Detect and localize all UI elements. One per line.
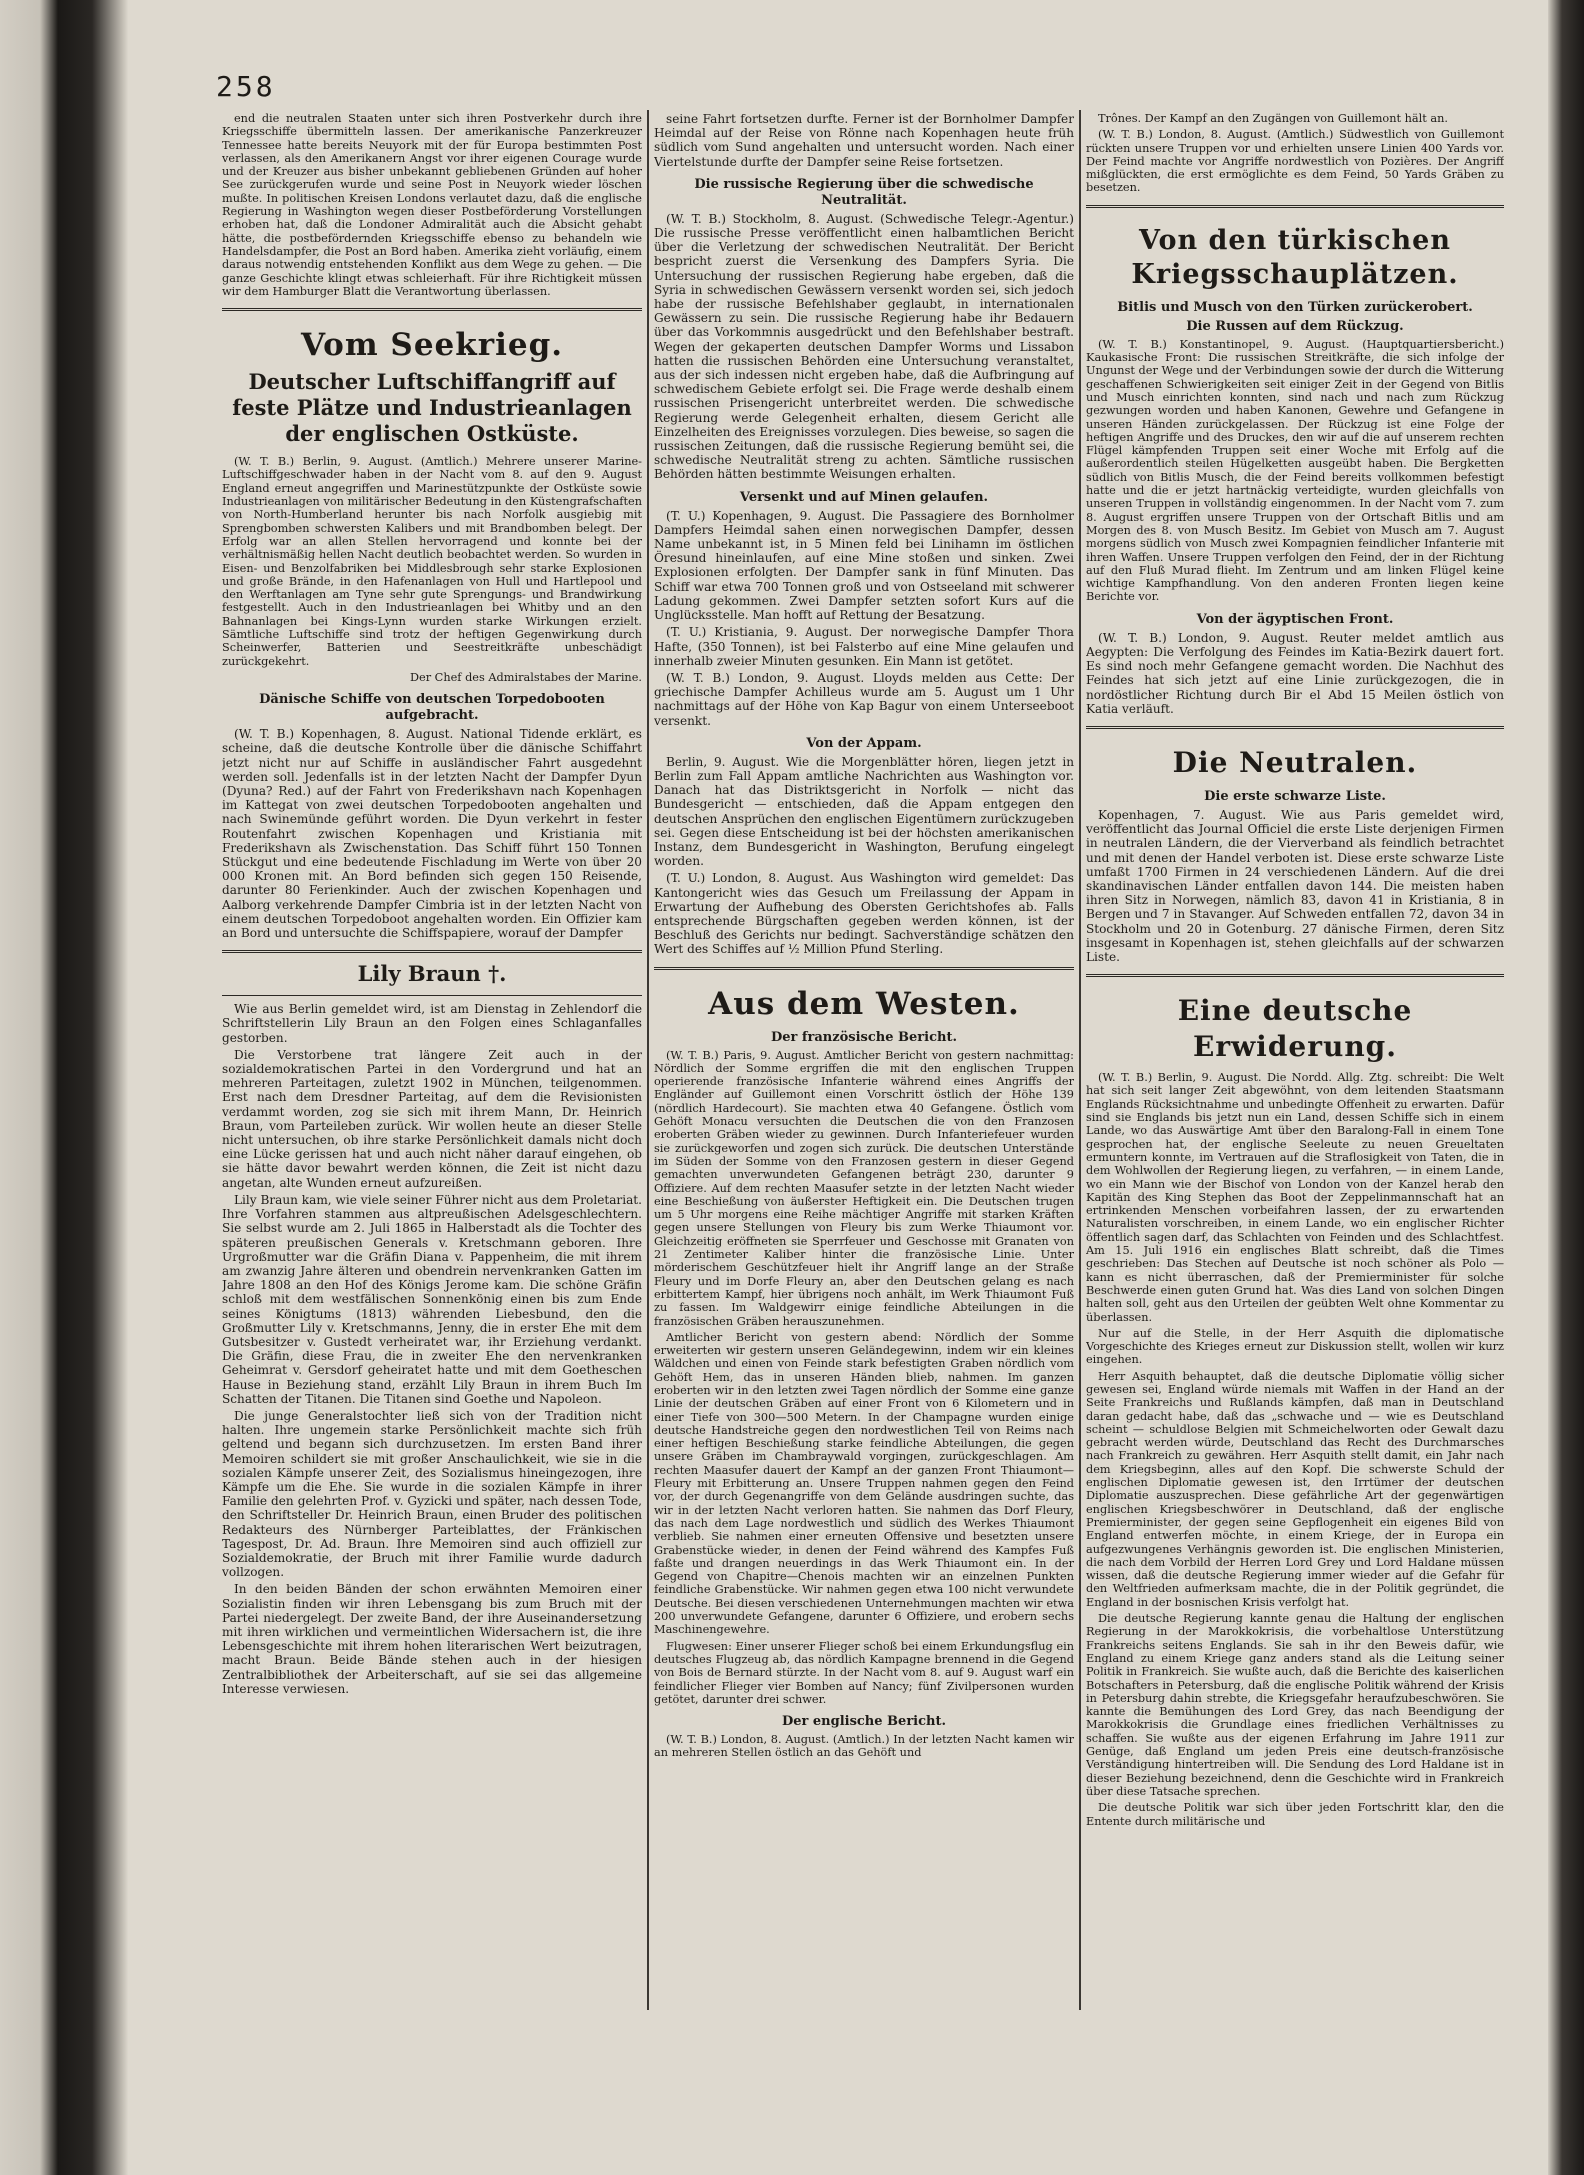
article-paragraph: (W. T. B.) Paris, 9. August. Amtlicher Bericht von gestern nachmittag: Nördlich der Somme ergriffen die mit den englischen Truppen operierende französische Infanterie während eines Angriffs der Engländer auf Guillemont einen Vorschritt östlich der Höhe 139 (nördlich Hardecourt). Sie machten etwa 40 Gefangene. Östlich vom Gehöft Monacu versuchten die Deutschen die von den Franzosen eroberten Gräben wieder zu gewinnen. Durch Infanteriefeuer wurden sie zurückgeworfen und zogen sich zurück. Die deutschen Unterstände im Süden der Somme von den Franzosen gestern in dieser Gegend gemachten unverwundeten Gefangenen beträgt 230, darunter 9 Offiziere. Auf dem rechten Maasufer setzte in der letzten Nacht wieder eine Beschießung von äußerster Heftigkeit ein. Die Deutschen trugen um 5 Uhr morgens eine Reihe mächtiger Angriffe mit starken Kräften gegen unsere Stellungen von Fleury bis zum Werke Thiaumont vor. Gleichzeitig eröffneten sie Sperrfeuer und Geschosse mit Granaten von 21 Zentimeter Kaliber hinter die französische Linie. Unter mörderischem Geschützfeuer hielt ihr Angriff lange an der Straße Fleury und im Dorfe Fleury an, aber den Deutschen gelang es nach erbittertem Kampf, hier übrigens noch anhält, im Werk Thiaumont Fuß zu fassen. Im Waldgewirr einige feindliche Abteilungen in die französischen Gräben herauszunehmen.: [654, 1048, 1074, 1328]
article-paragraph: seine Fahrt fortsetzen durfte. Ferner ist der Bornholmer Dampfer Heimdal auf der Reise von Rönne nach Kopenhagen heute früh südlich vom Sund angehalten und untersucht worden. Nach einer Viertelstunde durfte der Dampfer seine Reise fortsetzen.: [654, 112, 1074, 169]
article-subheading: Bitlis und Musch von den Türken zurückerobert.: [1117, 299, 1473, 315]
article-paragraph: (W. T. B.) Konstantinopel, 9. August. (Hauptquartiersbericht.) Kaukasische Front: Die russischen Streitkräfte, die sich infolge der Ungunst der Wege und der Verbindungen sowie der durch die Witterung geschaffenen Schwierigkeiten seit einiger Zeit in der Gegend von Bitlis und Musch einrichten konnten, sind nach und nach zum Rückzug gezwungen worden und haben Kanonen, Gewehre und Gefangene in unseren Händen zurückgelassen. Der Rückzug ist eine Folge der heftigen Angriffe und des Druckes, den wir auf die auf unserem rechten Flügel kämpfenden Truppen seit einer Woche mit Erfolg auf die außerordentlich steilen Hügelketten ausgeübt haben. Die Bergketten südlich von Bitlis Musch, die der Feind bereits vollkommen befestigt hatte und die er jetzt hartnäckig verteidigte, wurden gleichfalls von unseren Truppen in vollständig eingenommen. In der Nacht vom 7. zum 8. August ergriffen unsere Truppen von der Ortschaft Bitlis und am Morgen des 8. von Musch Besitz. Im Gebiet von Musch am 7. August morgens südlich von Musch zwei Kompagnien feindlicher Infanterie mit ihren Waffen. Unsere Truppen verfolgen den Feind, der in der Richtung auf den Fluß Murad flieht. Im Zentrum und am linken Flügel keine wichtige Kampfhandlung. Von den anderen Fronten liegen keine Berichte vor.: [1086, 337, 1504, 604]
article-headline: Lily Braun †.: [357, 961, 507, 987]
section-heading: Aus dem Westen.: [708, 985, 1020, 1022]
section-heading: Von den türkischen Kriegsschauplätzen.: [1131, 224, 1459, 290]
headline-rule: [222, 995, 642, 996]
article-paragraph: (W. T. B.) London, 8. August. (Amtlich.) Südwestlich von Guillemont rückten unsere Truppen vor und erhielten unsere Linien 400 Yards vor. Der Feind machte vor Angriffe nordwestlich von Pozières. Der Angriff mißglückten, die erst ermöglichte es dem Feind, 50 Yards Gräben zu besetzen.: [1086, 128, 1504, 195]
section-heading: Vom Seekrieg.: [300, 327, 564, 364]
column-divider: [1079, 110, 1081, 2010]
column-divider: [647, 110, 649, 2010]
article-paragraph: (T. U.) Kristiania, 9. August. Der norwegische Dampfer Thora Hafte, (350 Tonnen), ist bei Falsterbo auf eine Mine gelaufen und innerhalb zweier Minuten gesunken. Ein Mann ist getötet.: [654, 625, 1074, 668]
article-paragraph: (W. T. B.) Stockholm, 8. August. (Schwedische Telegr.-Agentur.) Die russische Presse veröffentlicht einen halbamtlichen Bericht über die Verletzung der schwedischen Neutralität. Der Bericht bespricht zuerst die Versenkung des Dampfers Syria. Die Untersuchung der russischen Regierung habe ergeben, daß die Syria in schwedischen Gewässern versenkt worden sei, sich jedoch habe der russische Befehlshaber geglaubt, in internationalen Gewässern zu sein. Die russische Regierung habe ihr Bedauern über das Vorkommnis ausgedrückt und den Befehlshaber bestraft. Wegen der gekaperten deutschen Dampfer Worms und Lissabon hatten die russischen Behörden eine Untersuchung veranstaltet, aus der sich indessen nicht ergeben habe, daß die Aufbringung auf schwedischem Gebiete erfolgt sei. Die Frage werde deshalb einem russischen Prisengericht unterbreitet werden. Die schwedische Regierung werde Gelegenheit erhalten, diesem Gericht alle Einzelheiten des Ereignisses vorzulegen. Dies beweise, so sagen die russischen Zeitungen, daß die russische Regierung bemüht sei, die schwedische Neutralität streng zu achten. Sämtliche russischen Behörden hätten bestimmte Weisungen erhalten.: [654, 211, 1074, 482]
article-paragraph: Lily Braun kam, wie viele seiner Führer nicht aus dem Proletariat. Ihre Vorfahren stammen aus altpreußischen Adelsgeschlechtern. Sie selbst wurde am 2. Juli 1865 in Halberstadt als die Tochter des späteren preußischen Generals v. Kretschmann geboren. Ihre Urgroßmutter war die Gräfin Diana v. Pappenheim, die mit ihrem am zwanzig Jahre älteren und obendrein nervenkranken Gatten im Jahre 1808 an den Hof des Königs Jerome kam. Die schöne Gräfin schloß mit dem westfälischen Sonnenkönig einen bis zum Ende seines Königtums (1813) währenden Liebesbund, den die Großmutter Lily v. Kretschmanns, Jenny, die in erster Ehe mit dem Gutsbesitzer v. Gustedt verheiratet war, ihr Erziehung verdankt. Die Gräfin, diese Frau, die in zweiter Ehe den nervenkranken Geheimrat v. Gersdorf geheiratet hatte und mit dem Goetheschen Hause in Beziehung stand, erzählt Lily Braun in ihrem Buch Im Schatten der Titanen. Die Titanen sind Goethe und Napoleon.: [222, 1192, 642, 1406]
article-paragraph: (W. T. B.) London, 9. August. Reuter meldet amtlich aus Aegypten: Die Verfolgung des Feindes im Katia-Bezirk dauert fort. Es sind noch mehr Gefangene gemacht worden. Die Nachhut des Feindes hat sich jetzt auf eine Linie zurückgezogen, die in nordöstlicher Richtung durch Bir el Abd 15 Meilen östlich von Katia verläuft.: [1086, 630, 1504, 716]
article-paragraph: In den beiden Bänden der schon erwähnten Memoiren einer Sozialistin finden wir ihren Lebensgang bis zum Bruch mit der Partei niedergelegt. Der zweite Band, der ihre Auseinandersetzung mit ihren wirklichen und vermeintlichen Widersachern ist, die ihre Lebensgeschichte mit ihrem hohen literarischen Wert beizutragen, macht Braun. Beide Bände stehen auch in der hiesigen Zentralbibliothek der Arbeiterschaft, auf sie sei das allgemeine Interesse verwiesen.: [222, 1582, 642, 1696]
article-paragraph: (W. T. B.) Berlin, 9. August. Die Nordd. Allg. Ztg. schreibt: Die Welt hat sich seit langer Zeit abgewöhnt, von dem leitenden Staatsmann Englands Rücksichtnahme und unbedingte Offenheit zu erwarten. Dafür sind sie Englands bis jetzt nun ein Land, dessen Schiffe sich in einem Lande, wo das Auswärtige Amt über den Baralong-Fall in einem Tone gesprochen hat, der englische Seeleute zu neuen Greueltaten ermuntern konnte, im Vertrauen auf die Straflosigkeit von Taten, die in dem Wohlwollen der Regierung liegen, zu verfahren, — in einem Lande, wo ein Mann wie der Bischof von London von der Kanzel herab den Kapitän des King Stephen das Boot der Zeppelinmannschaft hat an ertrinkenden Menschen vorbeifahren lassen, der zu erwartenden Naturalisten vorschreiben, in einem Lande, wo ein englischer Richter öffentlich sagen darf, das Schlachten von Feinden und des Schlachtfest. Am 15. Juli 1916 ein englisches Blatt schreibt, daß die Times geschrieben: Das Stechen auf Deutsche ist noch schöner als Polo — kann es nicht überraschen, daß der Premierminister für solche Beschwerde einen guten Grund hat. Was dies Land von solchen Dingen halten soll, geht aus den Urteilen der geübten Welt ohne Kommentar zu überlassen.: [1086, 1071, 1504, 1324]
article-paragraph: (W. T. B.) London, 8. August. (Amtlich.) In der letzten Nacht kamen wir an mehreren Stellen östlich an das Gehöft und: [654, 1733, 1074, 1760]
article-paragraph: Wie aus Berlin gemeldet wird, ist am Dienstag in Zehlendorf die Schriftstellerin Lily Braun an den Folgen eines Schlaganfalles gestorben.: [222, 1002, 642, 1045]
page-edge-shadow: [1548, 0, 1584, 2175]
section-rule: [1086, 726, 1504, 729]
article-paragraph: Die junge Generalstochter ließ sich von der Tradition nicht halten. Ihre ungemein starke Persönlichkeit machte sich früh geltend und begann sich durchzusetzen. Im ersten Band ihrer Memoiren schildert sie mit großer Anschaulichkeit, wie sie in die sozialen Kämpfe unserer Zeit, des Sozialismus hineingezogen, ihre Kämpfe um die Ehe. Sie wurde in die sozialen Kämpfe in ihrer Familie den gelehrten Prof. v. Gyzicki und später, nach dessen Tode, den Schriftsteller Dr. Heinrich Braun, einen Bruder des politischen Redakteurs des Nürnberger Parteiblattes, der Fränkischen Tagespost, Dr. Ad. Braun. Ihre Memoiren sind auch offiziell zur Sozialdemokratie, der Bruch mit ihrer Familie wurde dadurch vollzogen.: [222, 1408, 642, 1580]
article-subheading: Versenkt und auf Minen gelaufen.: [739, 489, 989, 505]
section-rule: [222, 308, 642, 311]
article-subheading: Die erste schwarze Liste.: [1204, 788, 1386, 804]
article-paragraph: (T. U.) London, 8. August. Aus Washington wird gemeldet: Das Kantongericht wies das Gesuch um Freilassung der Appam in Erwartung der Aufhebung des Obersten Gerichtshofes ab. Falls entsprechende Bürgschaften gegeben werden können, ist der Beschluß des Gerichts nur bedingt. Sachverständige schätzen den Wert des Schiffes auf ½ Million Pfund Sterling.: [654, 871, 1074, 957]
column-2: [654, 112, 1074, 2007]
article-paragraph: Die Verstorbene trat längere Zeit auch in der sozialdemokratischen Partei in den Vordergrund und hat an mehreren Parteitagen, zuletzt 1902 in München, teilgenommen. Erst nach dem Dresdner Parteitag, auf dem die Revisionisten verdammt worden, zog sie sich mit ihrem Mann, Dr. Heinrich Braun, vom Parteileben zurück. Wir wollen heute an dieser Stelle nicht untersuchen, ob ihre starke Persönlichkeit damals nicht doch eine Lücke gerissen hat und auch nicht näher darauf eingehen, ob sie hätte davor bewahrt werden können, die Zeit ist nicht dazu angetan, alte Wunden erneut aufzureißen.: [222, 1047, 642, 1190]
column-3: [1086, 112, 1504, 2007]
article-subheading: Von der ägyptischen Front.: [1196, 611, 1394, 627]
article-paragraph: (W. T. B.) Kopenhagen, 8. August. National Tidende erklärt, es scheine, daß die deutsche Kontrolle über die dänische Schiffahrt jetzt nicht nur auf Schiffe in ausländischer Fahrt ausgedehnt werden soll. Jedenfalls ist in der letzten Nacht der Dampfer Dyun (Dyuna? Red.) auf der Fahrt von Frederikshavn nach Kopenhagen im Kattegat von zwei deutschen Torpedobooten angehalten und nach Swinemünde geführt worden. Die Dyun verkehrt in fester Routenfahrt zwischen Kopenhagen und Kristiania mit Frederikshavn als Zwischenstation. Das Schiff führt 150 Tonnen Stückgut und eine bedeutende Fischladung im Werte von über 20 000 Kronen mit. An Bord befinden sich gegen 150 Reisende, darunter 80 Ferienkinder. Auch der zwischen Kopenhagen und Aalborg verkehrende Dampfer Cimbria ist in der letzten Nacht von einem deutschen Torpedoboot angehalten worden. Ein Offizier kam an Bord und untersuchte die Schiffspapiere, worauf der Dampfer: [222, 727, 642, 941]
article-paragraph: end die neutralen Staaten unter sich ihren Postverkehr durch ihre Kriegsschiffe übermitteln lassen. Der amerikanische Panzerkreuzer Tennessee hatte bereits Neuyork mit der für Europa bestimmten Post verlassen, als den Amerikanern Angst vor ihrer eigenen Courage wurde und der Kreuzer aus bisher unbekannt gebliebenen Gründen auf hoher See zurückgerufen wurde und seine Post in Neuyork wieder löschen mußte. In politischen Kreisen Londons verlautet dazu, daß die englische Regierung in Washington wegen dieser Postbeförderung Vorstellungen erhoben hat, daß die Londoner Admiralität auch die Absicht gehabt hätte, die postbefördernden Kriegsschiffe ebenso zu behandeln wie Handelsdampfer, die Post an Bord haben. Amerika zieht vorläufig, einem daraus notwendig entstehenden Konflikt aus dem Wege zu gehen. — Die ganze Geschichte klingt etwas schleierhaft. Für ihre Richtigkeit müssen wir dem Hamburger Blatt die Verantwortung überlassen.: [222, 112, 642, 298]
article-paragraph: Die deutsche Politik war sich über jeden Fortschritt klar, den die Entente durch militärische und: [1086, 1801, 1504, 1828]
article-subheading: Die russische Regierung über die schwedische Neutralität.: [694, 176, 1034, 208]
page-number: 258: [216, 70, 276, 103]
article-paragraph: Amtlicher Bericht von gestern abend: Nördlich der Somme erweiterten wir gestern unseren Geländegewinn, indem wir ein kleines Wäldchen und einen von Feinde stark befestigten Graben nördlich vom Gehöft Hem, das in unseren Händen blieb, nahmen. Im ganzen eroberten wir in den letzten zwei Tagen nördlich der Somme eine ganze Linie der deutschen Gräben auf einer Front von 6 Kilometern und in einer Tiefe von 300—500 Metern. In der Champagne wurden einige deutsche Handstreiche gegen den nordwestlichen Teil von Reims nach einer heftigen Beschießung starke feindliche Abteilungen, die gegen unsere Gräben im Chambraywald vorgingen, zurückgeschlagen. Am rechten Maasufer dauert der Kampf an der ganzen Front Thiaumont—Fleury mit Erbitterung an. Unsere Truppen nahmen gegen den Feind vor, der durch Gegenangriffe von dem Gelände ausdringen suchte, das wir in der letzten Nacht verloren hatten. Sie nahmen das Dorf Fleury, das nach dem Lage nordwestlich und südlich des Werkes Thiaumont verblieb. Sie nahmen einer erneuten Offensive und besetzten unsere Grabenstücke wieder, in denen der Feind während des Kampfes Fuß faßte und drangen neuerdings in das Werk Thiaumont ein. In der Gegend von Chapitre—Chenois machten wir an einzelnen Punkten feindliche Grabenstücke. Wir nahmen gegen etwa 100 nicht verwundete Deutsche. Bei diesen verschiedenen Unternehmungen machten wir etwa 200 unverwundete Gefangene, darunter 6 Offiziere, und erobern sechs Maschinengewehre.: [654, 1330, 1074, 1637]
section-rule: [222, 950, 642, 953]
article-paragraph: Trônes. Der Kampf an den Zugängen von Guillemont hält an.: [1098, 112, 1448, 125]
article-subheading: Von der Appam.: [806, 735, 922, 751]
article-signature: Der Chef des Admiralstabes der Marine.: [409, 670, 642, 684]
section-rule: [1086, 205, 1504, 208]
article-subheading: Dänische Schiffe von deutschen Torpedobooten aufgebracht.: [259, 692, 605, 724]
article-paragraph: (W. T. B.) Berlin, 9. August. (Amtlich.) Mehrere unserer Marine-Luftschiffgeschwader haben in der Nacht vom 8. auf den 9. August England erneut angegriffen und Marinestützpunkte der Ostküste sowie Industrieanlagen von militärischer Bedeutung in den Küstengrafschaften von North-Humberland herunter bis nach Norfolk ausgiebig mit Sprengbomben schwersten Kalibers und mit Brandbomben belegt. Der Erfolg war an allen Stellen hervorragend und konnte bei der verhältnismäßig hellen Nacht deutlich beobachtet werden. So wurden in Eisen- und Benzolfabriken bei Middlesbrough sehr starke Explosionen und große Brände, in den Hafenanlagen von Hull und Hartlepool und den Werftanlagen am Tyne sehr gute Sprengungs- und Brandwirkung festgestellt. Auch in den Industrieanlagen bei Whitby und an den Bahnanlagen bei Kings-Lynn wurden starke Wirkungen erzielt. Sämtliche Luftschiffe sind trotz der heftigen Gegenwirkung durch Scheinwerfer, Batterien und Seestreitkräfte unbeschädigt zurückgekehrt.: [222, 455, 642, 668]
article-paragraph: Die deutsche Regierung kannte genau die Haltung der englischen Regierung in der Marokkokrisis, die vorbehaltlose Unterstützung Frankreichs seitens Englands. Sie sah in ihr den Beweis dafür, wie England zu einem Kriege ganz anders stand als die Leitung seiner Politik in Frankreich. Sie wußte auch, daß die Berichte des kaiserlichen Botschafters in Petersburg, daß die englische Politik während der Krisis in Petersburg dahin strebte, die Kriegsgefahr heraufzubeschwören. Sie kannte die Bemühungen des Lord Grey, das nach Beendigung der Marokkokrisis die Grundlage eines friedlichen Verhältnisses zu schaffen. Sie wußte aus der eigenen Erfahrung im Jahre 1911 zur Genüge, daß England um jeden Preis eine deutsch-französische Verständigung hintertreiben will. Die Sendung des Lord Haldane ist in dieser Beziehung bezeichnend, denn die Geschichte wird in Frankreich über diese Tatsache sprechen.: [1086, 1612, 1504, 1798]
article-paragraph: Berlin, 9. August. Wie die Morgenblätter hören, liegen jetzt in Berlin zum Fall Appam amtliche Nachrichten aus Washington vor. Danach hat das Distriktsgericht in Norfolk — nicht das Bundesgericht — entschieden, daß die Appam entgegen den deutschen Ansprüchen den englischen Eigentümern zurückzugeben sei. Gegen diese Entscheidung ist bei der höchsten amerikanischen Instanz, dem Bundesgericht in Washington, Berufung eingelegt worden.: [654, 754, 1074, 869]
section-heading: Die Neutralen.: [1172, 745, 1418, 779]
article-subheading: Der französische Bericht.: [771, 1029, 957, 1045]
article-subheading: Die Russen auf dem Rückzug.: [1186, 318, 1404, 334]
section-rule: [1086, 974, 1504, 977]
book-spine-shadow: [0, 0, 128, 2175]
column-1: [222, 112, 642, 2007]
section-rule: [654, 967, 1074, 970]
article-headline: Deutscher Luftschiffangriff auf feste Plätze und Industrieanlagen der englischen Ostküste.: [232, 369, 632, 447]
section-heading: Eine deutsche Erwiderung.: [1177, 994, 1413, 1064]
article-paragraph: Nur auf die Stelle, in der Herr Asquith die diplomatische Vorgeschichte des Krieges erneut zur Diskussion stellt, wollen wir kurz eingehen.: [1086, 1326, 1504, 1367]
article-paragraph: Kopenhagen, 7. August. Wie aus Paris gemeldet wird, veröffentlicht das Journal Officiel die erste Liste derjenigen Firmen in neutralen Ländern, die der Vierverband als feindlich betrachtet und mit denen der Handel verboten ist. Diese erste schwarze Liste umfaßt 1700 Firmen in 24 verschiedenen Ländern. Auf die drei skandinavischen Länder entfallen davon 144. Die meisten haben ihren Sitz in Norwegen, nämlich 83, davon 41 in Kristiania, 8 in Bergen und 7 in Stavanger. Auf Schweden entfallen 72, davon 34 in Stockholm und 20 in Gotenburg. 27 dänische Firmen, deren Sitz insgesamt in Kopenhagen ist, stehen gleichfalls auf der schwarzen Liste.: [1086, 807, 1504, 964]
article-paragraph: Flugwesen: Einer unserer Flieger schoß bei einem Erkundungsflug ein deutsches Flugzeug ab, das nördlich Kampagne brennend in die Gegend von Bois de Bernard stürzte. In der Nacht vom 8. auf 9. August warf ein feindlicher Flieger vier Bomben auf Nancy; fünf Zivilpersonen wurden getötet, darunter drei schwer.: [654, 1639, 1074, 1706]
article-paragraph: (W. T. B.) London, 9. August. Lloyds melden aus Cette: Der griechische Dampfer Achilleus wurde am 5. August um 1 Uhr nachmittags auf der Höhe von Kap Bagur von einem Unterseeboot versenkt.: [654, 670, 1074, 728]
article-paragraph: (T. U.) Kopenhagen, 9. August. Die Passagiere des Bornholmer Dampfers Heimdal sahen einen norwegischen Dampfer, dessen Name unbekannt ist, in 5 Minen feld bei Linihamn im östlichen Öresund hineinlaufen, auf eine Mine stoßen und sinken. Zwei Explosionen erfolgten. Der Dampfer sank in fünf Minuten. Das Schiff war etwa 700 Tonnen groß und von Ostseeland mit schwerer Ladung gekommen. Zwei Dampfer setzten sofort Kurs auf die Unglücksstelle. Man hofft auf Rettung der Besatzung.: [654, 508, 1074, 623]
article-paragraph: Herr Asquith behauptet, daß die deutsche Diplomatie völlig sicher gewesen sei, England würde niemals mit Waffen in der Hand an der Seite Frankreichs und Rußlands kämpfen, daß man in Deutschland daran gedacht habe, daß das „schwache und — wie es Deutschland scheint — schuldlose Belgien mit Schmeichelworten oder Gewalt dazu gebracht werden würde, Deutschland das Recht des Durchmarsches nach Frankreich zu gewähren. Herr Asquith stellt damit, ein Jahr nach dem Kriegsbeginn, alles auf den Kopf. Die schwerste Schuld der englischen Diplomatie gewesen ist, den Irrtümer der deutschen Diplomatie auszusprechen. Diese gefährliche Art der gegenwärtigen englischen Kriegsbeschwörer in Deutschland, daß der englische Premierminister, der gegen seine Gepflogenheit ein eigenes Bild von England entwerfen möchte, in einem Kriege, der in Europa ein aufgezwungenes Verhängnis geworden ist. Die englischen Ministerien, die nach dem Vorbild der Herren Lord Grey und Lord Haldane müssen wissen, daß die deutsche Regierung immer wieder auf die Gefahr für den Weltfrieden aufmerksam machte, die in der Politik gegründet, die England in der bosnischen Krisis verfolgt hat.: [1086, 1369, 1504, 1609]
article-subheading: Der englische Bericht.: [781, 1714, 947, 1730]
